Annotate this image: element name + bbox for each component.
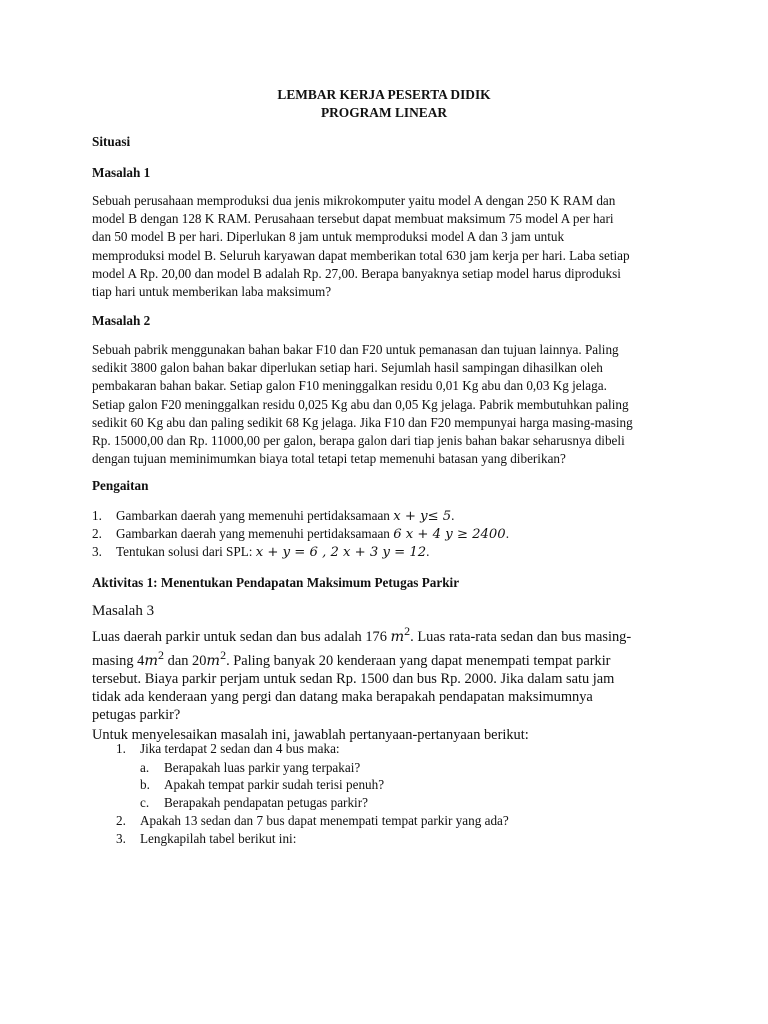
masalah3-paragraph	[92, 622, 682, 724]
paragraph-line: pembakaran bahan bakar. Setiap galon F10 meninggalkan residu 0,01 Kg abu dan 0,03 Kg jelaga.	[92, 378, 607, 394]
paragraph-line: tidak ada kenderaan yang pergi dan datang maka berapakah pendapatan maksimumnya	[92, 688, 593, 705]
item-number: 2.	[92, 526, 102, 541]
text-run: masing 4	[92, 652, 145, 669]
item-letter: c.	[140, 795, 150, 810]
masalah1-paragraph	[92, 192, 682, 301]
item-text: Gambarkan daerah yang memenuhi pertidaksamaan	[116, 526, 394, 541]
paragraph-line: tiap hari untuk memberikan laba maksimum?	[92, 284, 332, 300]
item-letter: a.	[140, 760, 150, 775]
masalah2-paragraph	[92, 341, 682, 468]
questions-intro: Untuk menyelesaikan masalah ini, jawablah pertanyaan-pertanyaan berikut:	[92, 727, 529, 743]
situasi-heading: Situasi	[92, 134, 131, 149]
item-number: 1.	[116, 741, 126, 756]
text-run: . Luas rata-rata sedan dan bus masing-	[410, 628, 632, 645]
superscript: 2	[404, 624, 411, 638]
math-unit: m	[206, 652, 221, 669]
masalah3-heading: Masalah 3	[92, 603, 155, 619]
paragraph-line: model A Rp. 20,00 dan model B adalah Rp. 27,00. Berapa banyaknya setiap model harus diproduksi	[92, 265, 621, 281]
pengaitan-heading: Pengaitan	[92, 478, 149, 493]
paragraph-line: dan 50 model B per hari. Diperlukan 8 jam untuk memproduksi model A dan 3 jam untuk	[92, 229, 565, 245]
paragraph-line: sedikit 60 Kg abu dan paling sedikit 68 Kg jelaga. Jika F10 dan F20 mempunyai harga masing-masing	[92, 414, 633, 430]
paragraph-line: Sebuah pabrik menggunakan bahan bakar F10 dan F20 untuk pemanasan dan tujuan lainnya. Paling	[92, 342, 619, 357]
math-unit: m	[144, 652, 159, 669]
paragraph-line: Rp. 15000,00 dan Rp. 11000,00 per galon, berapa galon dari tiap jenis bahan bakar seharusnya dibeli	[92, 433, 625, 449]
masalah1-heading: Masalah 1	[92, 165, 151, 180]
item-math: x + y≤ 5	[393, 509, 452, 524]
superscript: 2	[158, 647, 165, 662]
item-text: Gambarkan daerah yang memenuhi pertidaksamaan	[116, 508, 394, 523]
question-item	[116, 741, 340, 757]
item-text: Jika terdapat 2 sedan dan 4 bus maka:	[140, 741, 340, 756]
paragraph-line	[92, 622, 682, 646]
paragraph-line: Setiap galon F20 meninggalkan residu 0,025 Kg abu dan 0,05 Kg jelaga. Pabrik membutuhkan paling	[92, 396, 629, 412]
paragraph-line: memproduksi model B. Seluruh karyawan dapat memberikan total 630 jam kerja per hari. Laba setiap	[92, 247, 630, 263]
item-text: Tentukan solusi dari SPL:	[116, 544, 256, 559]
pengaitan-item	[92, 508, 454, 524]
paragraph-line: petugas parkir?	[92, 706, 181, 723]
paragraph-line: model B dengan 128 K RAM. Perusahaan tersebut dapat membuat maksimum 75 model A per hari	[92, 211, 614, 227]
item-end: .	[451, 508, 455, 523]
paragraph-line	[92, 646, 682, 670]
text-run: Luas daerah parkir untuk sedan dan bus adalah 176	[92, 628, 391, 645]
item-text: Apakah tempat parkir sudah terisi penuh?	[164, 777, 385, 792]
pengaitan-item	[92, 526, 509, 542]
question-item	[116, 831, 296, 847]
question-item	[116, 813, 509, 829]
item-number: 1.	[92, 508, 102, 523]
aktivitas1-heading: Aktivitas 1: Menentukan Pendapatan Maksimum Petugas Parkir	[92, 575, 460, 590]
item-number: 3.	[116, 831, 126, 846]
paragraph-line: dengan tujuan meminimumkan biaya total tetapi tetap memenuhi batasan yang diberikan?	[92, 451, 566, 467]
paragraph-line: sedikit 3800 galon bahan bakar diperlukan setiap hari. Sejumlah hasil sampingan dihasilkan oleh	[92, 360, 603, 376]
worksheet-title: LEMBAR KERJA PESERTA DIDIK	[277, 87, 491, 102]
item-text: Lengkapilah tabel berikut ini:	[140, 831, 297, 846]
sub-question-item	[140, 760, 360, 776]
item-end: .	[426, 544, 430, 559]
item-number: 3.	[92, 544, 102, 559]
worksheet-subtitle: PROGRAM LINEAR	[320, 105, 448, 120]
pengaitan-item	[92, 544, 429, 560]
item-number: 2.	[116, 813, 126, 828]
item-text: Berapakah pendapatan petugas parkir?	[164, 795, 368, 810]
item-letter: b.	[140, 777, 150, 792]
math-unit: m	[390, 628, 405, 645]
sub-question-item	[140, 795, 368, 811]
text-run: dan 20	[164, 652, 207, 669]
paragraph-line: Sebuah perusahaan memproduksi dua jenis mikrokomputer yaitu model A dengan 250 K RAM dan	[92, 193, 616, 208]
item-math: x + y = 6 , 2 x + 3 y = 12	[255, 545, 427, 560]
superscript: 2	[220, 647, 227, 662]
item-text: Apakah 13 sedan dan 7 bus dapat menempati tempat parkir yang ada?	[140, 813, 509, 828]
item-end: .	[505, 526, 509, 541]
item-text: Berapakah luas parkir yang terpakai?	[164, 760, 361, 775]
item-math: 6 x + 4 y ≥ 2400	[393, 527, 506, 542]
masalah2-heading: Masalah 2	[92, 313, 151, 328]
paragraph-line: tersebut. Biaya parkir perjam untuk sedan Rp. 1500 dan bus Rp. 2000. Jika dalam satu jam	[92, 670, 615, 687]
sub-question-item	[140, 777, 384, 793]
text-run: . Paling banyak 20 kenderaan yang dapat menempati tempat parkir	[226, 652, 611, 669]
